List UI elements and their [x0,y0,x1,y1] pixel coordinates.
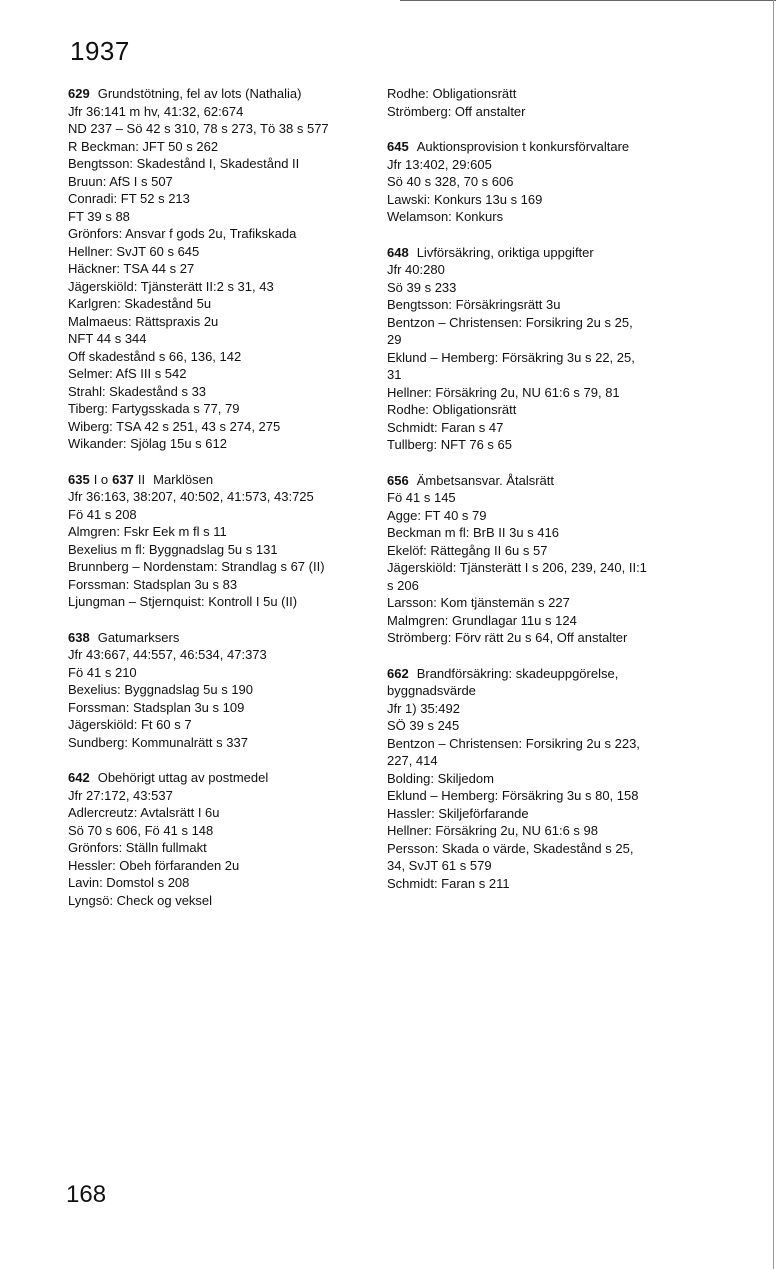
reference-line: Bentzon – Christensen: Forsikring 2u s 25, [387,314,633,330]
case-title: Gatumarksers [97,629,180,645]
reference-line: FT 39 s 88 [68,208,130,224]
reference-line: Bengtsson: Skadestånd I, Skadestånd II [68,156,300,171]
page-edge-line [773,0,774,1269]
reference-line: Off skadestånd s 66, 136, 142 [68,348,242,364]
reference-line: Fö 41 s 208 [68,506,137,522]
case-number: 642 [68,770,90,785]
reference-line: Bexelius: Byggnadslag 5u s 190 [68,682,254,697]
case-entry [68,769,368,909]
reference-line: Sundberg: Kommunalrätt s 337 [68,734,248,750]
case-number: 656 [387,472,409,488]
reference-line: Bentzon – Christensen: Forsikring 2u s 223, [387,735,640,751]
page-edge-line [400,0,776,1]
reference-line: Karlgren: Skadestånd 5u [68,296,212,311]
reference-line: Jfr 27:172, 43:537 [68,787,173,803]
reference-line: byggnadsvärde [387,683,476,698]
reference-line: Schmidt: Faran s 47 [387,419,504,435]
reference-line: Eklund – Hemberg: Försäkring 3u s 22, 25, [387,349,635,365]
case-number: 645 [387,139,409,154]
reference-line: Bexelius m fl: Byggnadslag 5u s 131 [68,541,278,557]
reference-line: Jägerskiöld: Tjänsterätt I s 206, 239, 240, II:1 [387,560,647,575]
reference-line: Wiberg: TSA 42 s 251, 43 s 274, 275 [68,418,281,434]
reference-line: Adlercreutz: Avtalsrätt I 6u [68,805,220,820]
reference-line: Hessler: Obeh förfaranden 2u [68,857,240,873]
reference-line: 29 [387,332,402,347]
case-heading [68,471,368,489]
year-heading: 1937 [70,36,130,66]
reference-line: s 206 [387,577,419,593]
case-heading [68,629,368,647]
reference-line: Lyngsö: Check og veksel [68,892,213,908]
case-entry [387,472,687,647]
reference-line: Strömberg: Off anstalter [387,103,526,119]
right-column [387,85,687,910]
reference-line: Jfr 36:163, 38:207, 40:502, 41:573, 43:725 [68,489,314,504]
case-entry [68,471,368,611]
reference-line: R Beckman: JFT 50 s 262 [68,138,219,154]
case-entry [387,138,687,226]
reference-line: Selmer: AfS III s 542 [68,366,187,381]
reference-line: Jägerskiöld: Tjänsterätt II:2 s 31, 43 [68,278,274,294]
reference-line: Persson: Skada o värde, Skadestånd s 25, [387,840,634,856]
reference-line: Malmaeus: Rättspraxis 2u [68,313,219,329]
reference-line: Schmidt: Faran s 211 [387,875,510,891]
reference-line: 227, 414 [387,753,438,768]
case-title: Grundstötning, fel av lots (Nathalia) [97,86,302,101]
case-entry [387,85,687,120]
reference-line: Jfr 43:667, 44:557, 46:534, 47:373 [68,647,267,662]
case-heading [68,85,368,103]
case-title: Brandförsäkring: skadeuppgörelse, [416,665,619,681]
reference-line: Hellner: SvJT 60 s 645 [68,243,200,259]
case-heading [387,665,687,683]
reference-line: Forssman: Stadsplan 3u s 109 [68,699,245,715]
reference-line: Welamson: Konkurs [387,209,504,224]
reference-line: Rodhe: Obligationsrätt [387,402,517,417]
case-entry [387,244,687,454]
reference-line: Rodhe: Obligationsrätt [387,86,517,101]
reference-line: NFT 44 s 344 [68,331,147,346]
reference-line: Fö 41 s 145 [387,490,456,505]
reference-line: Malmgren: Grundlagar 11u s 124 [387,612,577,628]
reference-line: Strahl: Skadestånd s 33 [68,383,207,399]
reference-line: Hellner: Försäkring 2u, NU 61:6 s 79, 81 [387,384,620,400]
reference-line: Lavin: Domstol s 208 [68,875,190,890]
case-entry [387,665,687,893]
reference-line: Bolding: Skiljedom [387,770,494,786]
case-entry [68,85,368,453]
reference-line: SÖ 39 s 245 [387,718,460,733]
reference-line: Ljungman – Stjernquist: Kontroll I 5u (II) [68,594,298,609]
case-number-second: 637 [112,471,134,487]
case-number-suffix: II [137,471,146,487]
case-heading [68,769,368,787]
reference-line: Sö 70 s 606, Fö 41 s 148 [68,822,214,838]
reference-line: Bengtsson: Försäkringsrätt 3u [387,297,561,312]
reference-line: Forssman: Stadsplan 3u s 83 [68,576,238,592]
case-title: Marklösen [153,471,214,487]
case-number: 629 [68,86,90,101]
reference-line: Jfr 13:402, 29:605 [387,156,492,172]
reference-line: Jfr 36:141 m hv, 41:32, 62:674 [68,103,244,119]
reference-line: Eklund – Hemberg: Försäkring 3u s 80, 158 [387,788,639,803]
case-number-joiner: I o [93,471,109,487]
reference-line: ND 237 – Sö 42 s 310, 78 s 273, Tö 38 s 577 [68,121,329,136]
case-heading [387,472,687,490]
case-heading [387,138,687,156]
reference-line: Agge: FT 40 s 79 [387,507,487,523]
reference-line: Conradi: FT 52 s 213 [68,191,190,206]
reference-line: Larsson: Kom tjänstemän s 227 [387,595,570,610]
left-column [68,85,368,927]
reference-line: Tullberg: NFT 76 s 65 [387,437,512,452]
reference-line: Grönfors: Ställn fullmakt [68,840,207,855]
reference-line: Häckner: TSA 44 s 27 [68,261,195,276]
reference-line: 34, SvJT 61 s 579 [387,858,492,873]
reference-line: Jfr 1) 35:492 [387,700,460,716]
reference-line: Lawski: Konkurs 13u s 169 [387,191,543,207]
case-number: 662 [387,665,409,681]
reference-line: Grönfors: Ansvar f gods 2u, Trafikskada [68,226,297,241]
case-title: Livförsäkring, oriktiga uppgifter [416,244,594,260]
reference-line: Brunnberg – Nordenstam: Strandlag s 67 (II) [68,559,325,574]
reference-line: Beckman m fl: BrB II 3u s 416 [387,525,559,540]
reference-line: Jägerskiöld: Ft 60 s 7 [68,717,192,732]
reference-line: Almgren: Fskr Eek m fl s 11 [68,524,227,539]
reference-line: Strömberg: Förv rätt 2u s 64, Off anstalter [387,630,628,645]
reference-line: Bruun: AfS I s 507 [68,173,173,189]
case-number: 635 [68,471,90,487]
case-heading [387,244,687,262]
reference-line: Sö 40 s 328, 70 s 606 [387,174,514,189]
case-title: Auktionsprovision t konkursförvaltare [416,139,630,154]
case-entry [68,629,368,752]
case-number: 648 [387,244,409,260]
reference-line: Jfr 40:280 [387,262,445,277]
case-title: Obehörigt uttag av postmedel [97,770,269,785]
reference-line: Hassler: Skiljeförfarande [387,805,529,821]
reference-line: Tiberg: Fartygsskada s 77, 79 [68,401,240,416]
case-number: 638 [68,629,90,645]
reference-line: Sö 39 s 233 [387,279,457,295]
case-title: Ämbetsansvar. Åtalsrätt [416,472,554,488]
page-number: 168 [66,1181,107,1208]
reference-line: Hellner: Försäkring 2u, NU 61:6 s 98 [387,823,598,838]
reference-line: 31 [387,367,402,382]
reference-line: Fö 41 s 210 [68,664,137,680]
reference-line: Ekelöf: Rättegång II 6u s 57 [387,542,548,558]
reference-line: Wikander: Sjölag 15u s 612 [68,436,227,451]
